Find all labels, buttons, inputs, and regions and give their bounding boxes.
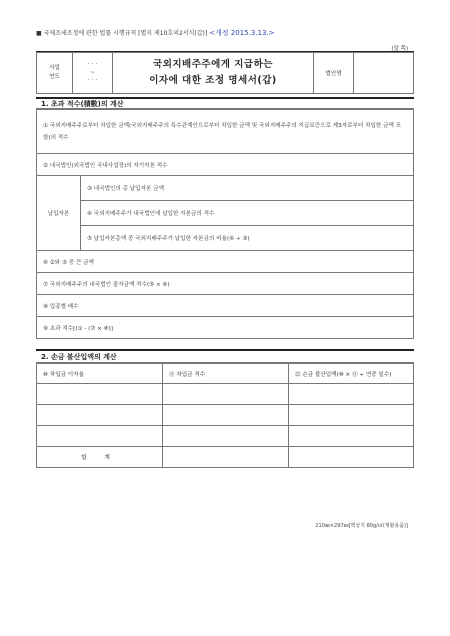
row-2-equity[interactable]: ② 내국법인(외국법인 국내사업장)의 자기자본 적수 (37, 154, 414, 176)
date-from: · · · (87, 61, 98, 68)
row-9-excess[interactable]: ⑨ 초과 적수[(① - (⑦ × ⑧)] (37, 317, 414, 339)
col-borrowing-sum: ⑪ 차입금 적수 (163, 364, 289, 384)
row-5-ratio[interactable]: ⑤ 납입자본총액 중 국외지배주주가 납입한 자본금의 비율(④ ÷ ③) (81, 226, 414, 251)
row-3-total-paid-in[interactable]: ③ 내국법인의 총 납입자본 금액 (81, 176, 414, 201)
table-cell[interactable] (289, 384, 414, 405)
date-to: · · · (87, 77, 98, 84)
page-side-label: (앞 쪽) (391, 46, 408, 52)
form-title-line1: 국외지배주주에게 지급하는 (153, 59, 273, 70)
col-nondeductible: ⑫ 손금 불산입액(⑩ × ⑪ ÷ 연중 일수) (289, 364, 414, 384)
table-cell[interactable] (163, 426, 289, 447)
business-year-label: 사업 연도 (37, 53, 73, 94)
table-cell[interactable] (37, 384, 163, 405)
section1-heading: 1. 초과 적수(積數)의 계산 (36, 97, 414, 109)
row-7-investment[interactable]: ⑦ 국외지배주주의 내국법인 출자금액 적수(⑤ × ⑥) (37, 273, 414, 295)
corp-name-field[interactable] (354, 53, 414, 94)
table-cell[interactable] (37, 405, 163, 426)
table-cell[interactable] (37, 426, 163, 447)
row-4-foreign-paid-in[interactable]: ④ 국외지배주주가 내국법인에 납입한 자본금의 적수 (81, 201, 414, 226)
paid-in-capital-label: 납입자본 (37, 176, 81, 251)
paper-spec: 210㎜×297㎜[백상지 80g/㎡(재활용품)] (315, 523, 408, 529)
total-cell[interactable] (289, 447, 414, 468)
table-cell[interactable] (163, 384, 289, 405)
table-cell[interactable] (289, 426, 414, 447)
form-title-line2: 이자에 대한 조정 명세서(갑) (149, 75, 277, 86)
date-separator: ~ (89, 69, 96, 76)
corp-name-label: 법인명 (314, 53, 354, 94)
row-6-larger-amount[interactable]: ⑥ ②와 ③ 중 큰 금액 (37, 251, 414, 273)
section2-heading: 2. 손금 불산입액의 계산 (36, 349, 414, 363)
total-cell[interactable] (163, 447, 289, 468)
title-block (36, 52, 414, 94)
total-label: 합 계 (37, 447, 163, 468)
section1-table (36, 109, 414, 339)
table-cell[interactable] (289, 405, 414, 426)
regulation-header (36, 28, 275, 38)
form-title (113, 53, 314, 94)
business-year-dates[interactable] (73, 53, 113, 94)
section2-table (36, 363, 414, 468)
table-cell[interactable] (163, 405, 289, 426)
amendment-link[interactable]: <개정 2015.3.13.> (209, 29, 275, 37)
regulation-text: ■ 국제조세조정에 관한 법률 시행규칙 [별지 제10호의2서식(갑)] (36, 30, 208, 37)
row-8-multiple[interactable]: ⑧ 업종별 배수 (37, 295, 414, 317)
col-interest-rate: ⑩ 차입금 이자율 (37, 364, 163, 384)
row-1-borrowed-amount[interactable]: ① 국외지배주주로부터 차입한 금액(국외지배주주의 특수관계인으로부터 차입한 금액 및 국외지배주주의 지급보증으로 제3자로부터 차입한 금액 포함)의 적수 (37, 110, 414, 154)
